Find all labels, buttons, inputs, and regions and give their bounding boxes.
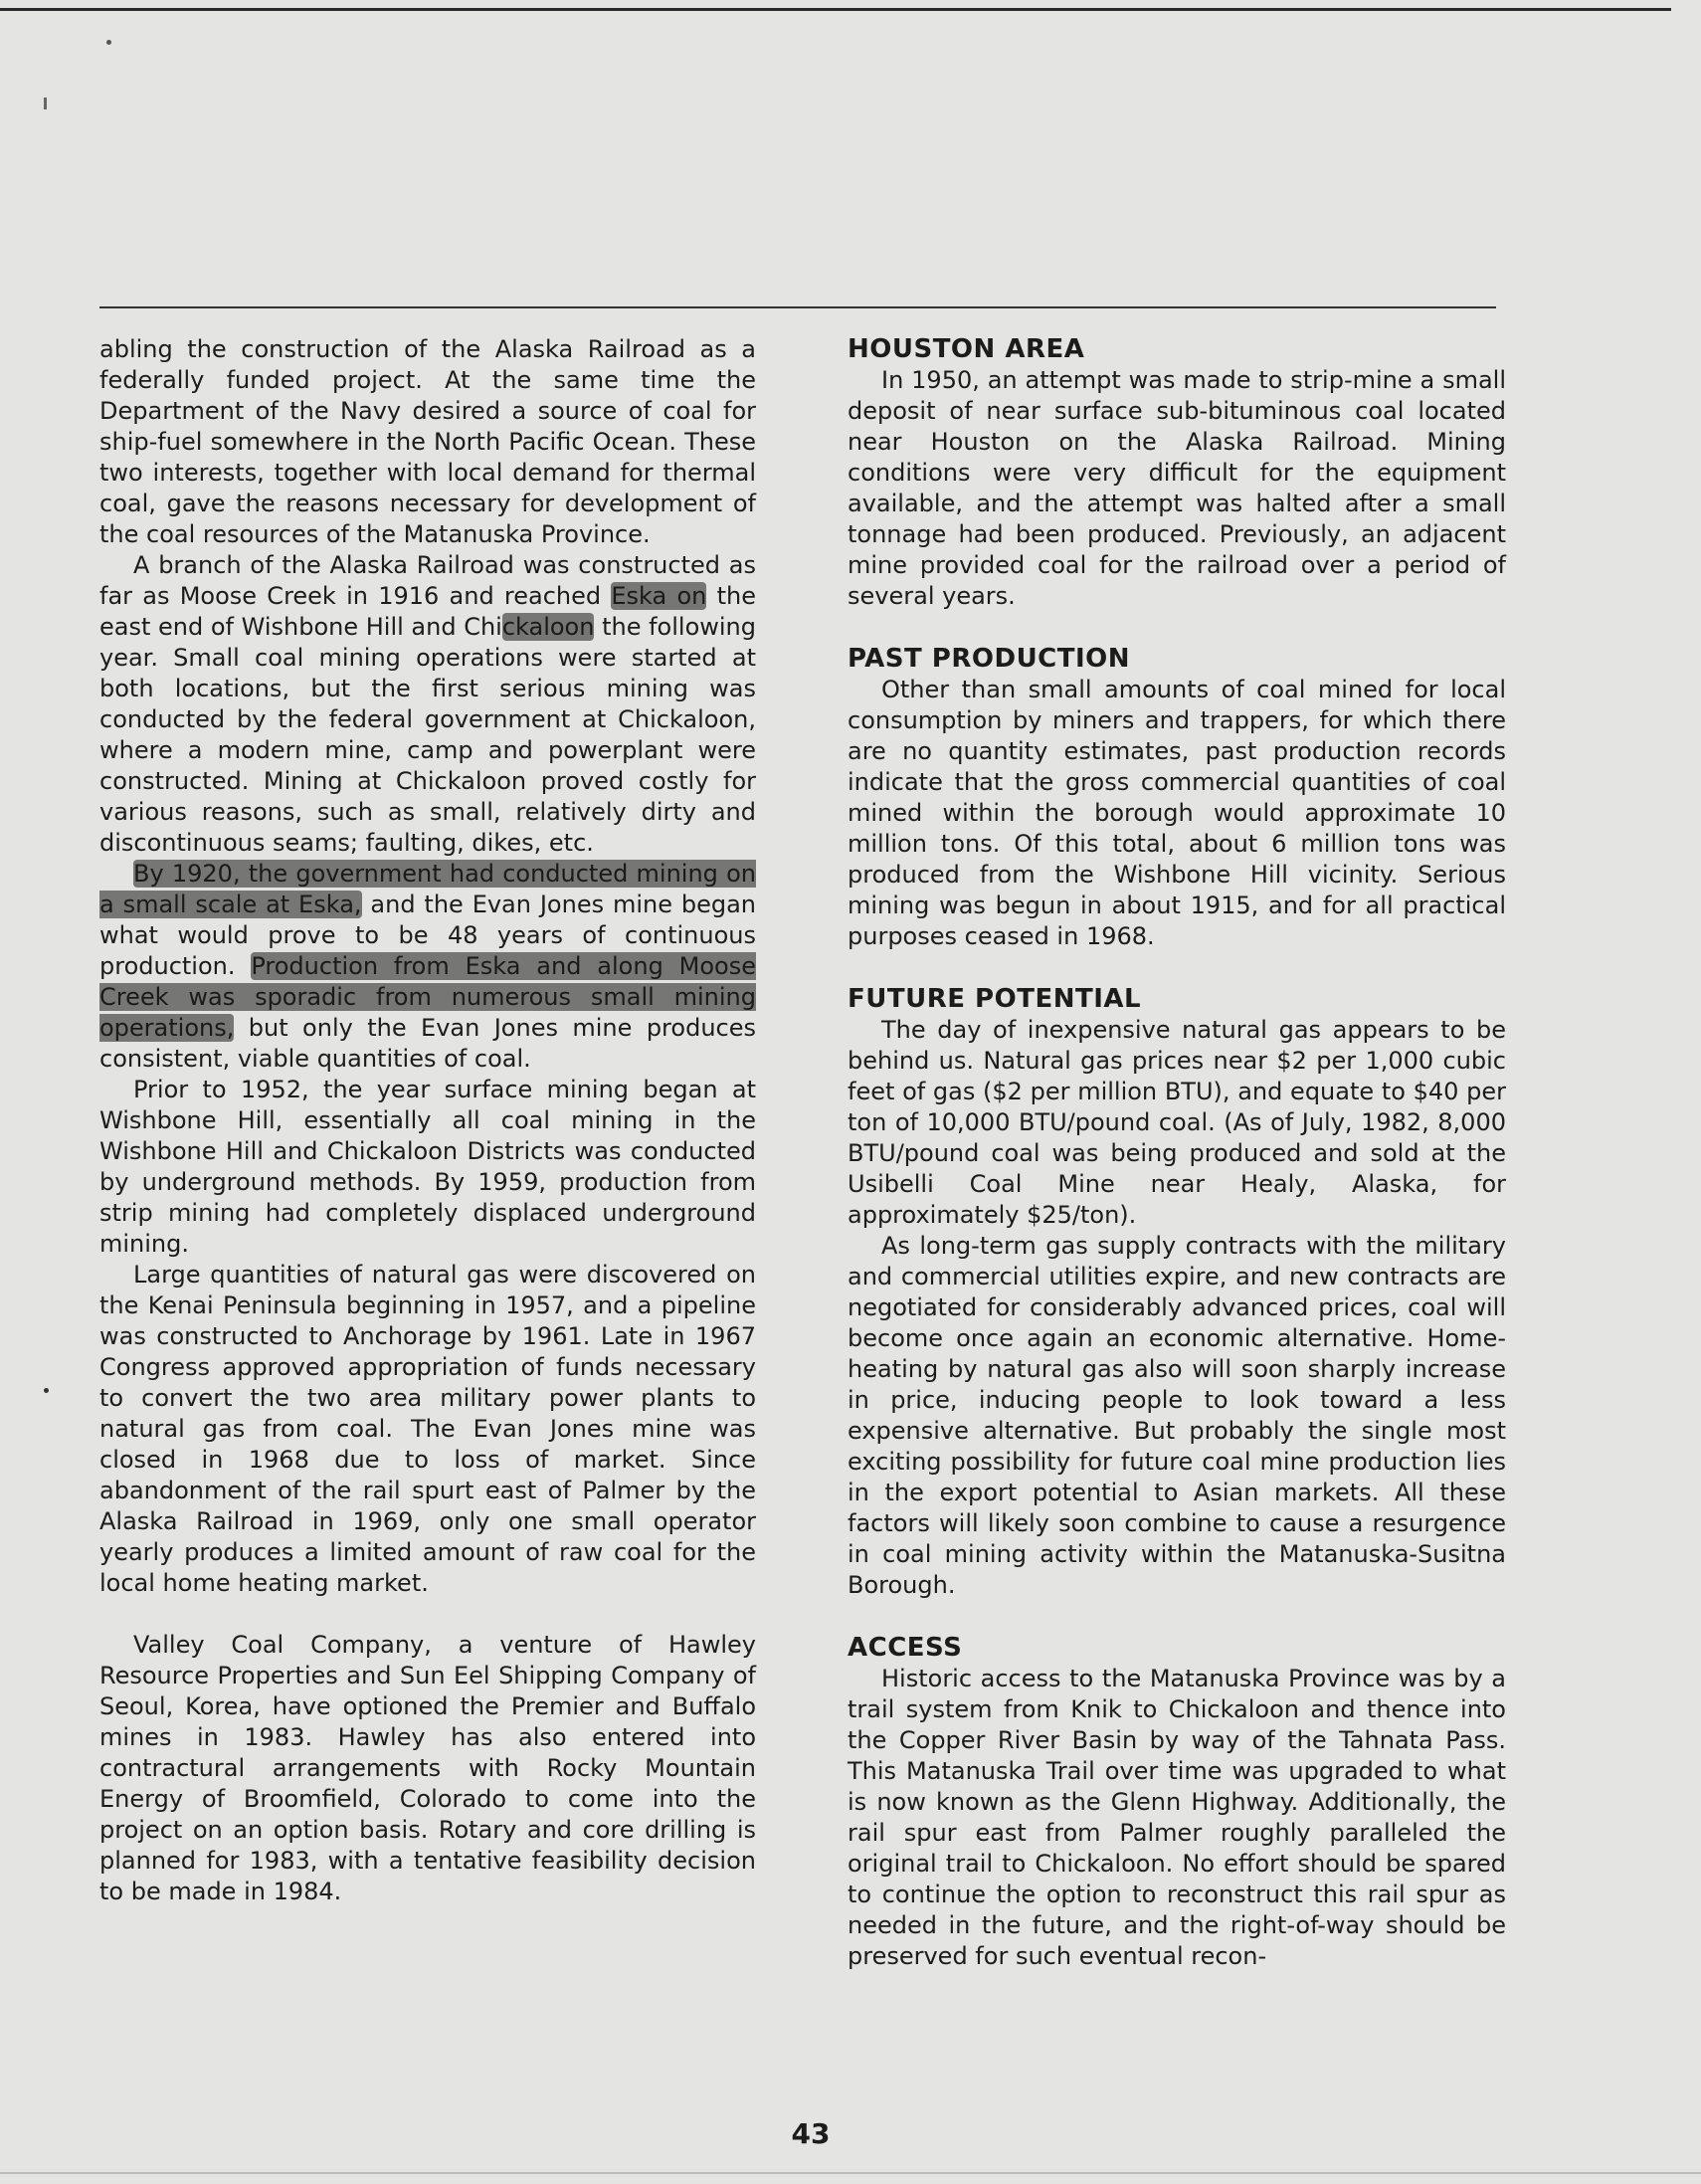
paragraph: As long-term gas supply contracts with the military and commercial utilities expire, and new contracts are negotiated for considerably advanced prices, coal will become once again an economic alternative. Home-heating by natural gas also will soon sharply increase in price, inducing people to look toward a less expensive alternative. But probably the single most exciting possibility for future coal mine production lies in the export potential to Asian markets. All these factors will likely soon combine to cause a resurgence in coal mining activity within the Matanuska-Susitna Borough. — [848, 1232, 1506, 1599]
scan-speck — [44, 1388, 49, 1393]
content-top-rule — [99, 306, 1496, 308]
text-run: the east end of Wishbone Hill and Chi — [99, 582, 757, 641]
text-run: A branch of the Alaska Railroad was constructed as far as Moose Creek in 1916 and reached — [99, 551, 756, 610]
scan-top-rule — [0, 8, 1671, 11]
highlighted-text: ckaloon — [501, 613, 595, 641]
paragraph: Large quantities of natural gas were discovered on the Kenai Peninsula beginning in 1957, and a pipeline was constructed to Anchorage by 1961. Late in 1967 Congress approved appropriation of funds necessary to convert the two area military power plants to natural gas from coal. The Evan Jones mine was closed in 1968 due to loss of market. Since abandonment of the rail spurt east of Palmer by the Alaska Railroad in 1969, only one small operator yearly produces a limited amount of raw coal for the local home heating market. — [99, 1261, 756, 1597]
left-column — [99, 334, 756, 1907]
paragraph: The day of inexpensive natural gas appears to be behind us. Natural gas prices near $2 per 1,000 cubic feet of gas ($2 per million BTU), and equate to $40 per ton of 10,000 BTU/pound coal. (As of July, 1982, 8,000 BTU/pound coal was being produced and sold at the Usibelli Coal Mine near Healy, Alaska, for approximately $25/ton). — [848, 1016, 1506, 1229]
paragraph — [99, 550, 756, 859]
section-heading: PAST PRODUCTION — [848, 644, 1131, 674]
text-run: and the Evan Jones mine began what would prove to be 48 years of continuous production. — [99, 891, 756, 980]
section-heading: ACCESS — [848, 1633, 963, 1663]
highlighted-text: By 1920, the government had conducted mining on a small scale at Eska, — [99, 860, 756, 918]
paragraph: Valley Coal Company, a venture of Hawley Resource Properties and Sun Eel Shipping Company of Seoul, Korea, have optioned the Premier and Buffalo mines in 1983. Hawley has also entered into contractural arrangements with Rocky Mountain Energy of Broomfield, Colorado to come into the project on an option basis. Rotary and core drilling is planned for 1983, with a tentative feasibility decision to be made in 1984. — [99, 1631, 756, 1905]
paragraph: abling the construction of the Alaska Railroad as a federally funded project. At the same time the Department of the Navy desired a source of coal for ship-fuel somewhere in the North Pacific Ocean. These two interests, together with local demand for thermal coal, gave the reasons necessary for development of the coal resources of the Matanuska Province. — [99, 335, 756, 548]
highlighted-text: Production from Eska and along Moose Creek was sporadic from numerous small mining operations, — [99, 952, 756, 1042]
scan-speck — [44, 98, 47, 109]
paragraph: Historic access to the Matanuska Province was by a trail system from Knik to Chickaloon and thence into the Copper River Basin by way of the Tahnata Pass. This Matanuska Trail over time was upgraded to what is now known as the Glenn Highway. Additionally, the rail spur east from Palmer roughly paralleled the original trail to Chickaloon. No effort should be spared to continue the option to reconstruct this rail spur as needed in the future, and the right-of-way should be preserved for such eventual recon- — [848, 1665, 1506, 1970]
highlighted-text: Eska on — [611, 582, 707, 610]
section-heading: FUTURE POTENTIAL — [848, 984, 1142, 1014]
text-run: the following year. Small coal mining operations were started at both locations, but the first serious mining was conducted by the federal government at Chickaloon, where a modern mine, camp and powerplant were constructed. Mining at Chickaloon proved costly for various reasons, such as small, relatively dirty and discontinuous seams; faulting, dikes, etc. — [99, 613, 756, 857]
right-column — [848, 334, 1506, 1972]
text-run: but only the Evan Jones mine produces consistent, viable quantities of coal. — [99, 1014, 756, 1073]
paragraph: In 1950, an attempt was made to strip-mine a small deposit of near surface sub-bituminous coal located near Houston on the Alaska Railroad. Mining conditions were very difficult for the equipment available, and the attempt was halted after a small tonnage had been produced. Previously, an adjacent mine provided coal for the railroad over a period of several years. — [848, 366, 1506, 610]
scan-bottom-rule — [0, 2172, 1701, 2174]
paragraph: Other than small amounts of coal mined for local consumption by miners and trappers, for which there are no quantity estimates, past production records indicate that the gross commercial quantities of coal mined within the borough would approximate 10 million tons. Of this total, about 6 million tons was produced from the Wishbone Hill vicinity. Serious mining was begun in about 1915, and for all practical purposes ceased in 1968. — [848, 676, 1506, 950]
scan-speck — [106, 40, 111, 45]
section-heading: HOUSTON AREA — [848, 334, 1085, 364]
paragraph: Prior to 1952, the year surface mining began at Wishbone Hill, essentially all coal mining in the Wishbone Hill and Chickaloon Districts was conducted by underground methods. By 1959, production from strip mining had completely displaced underground mining. — [99, 1076, 756, 1258]
page-number: 43 — [791, 2117, 831, 2150]
paragraph — [99, 859, 756, 1075]
